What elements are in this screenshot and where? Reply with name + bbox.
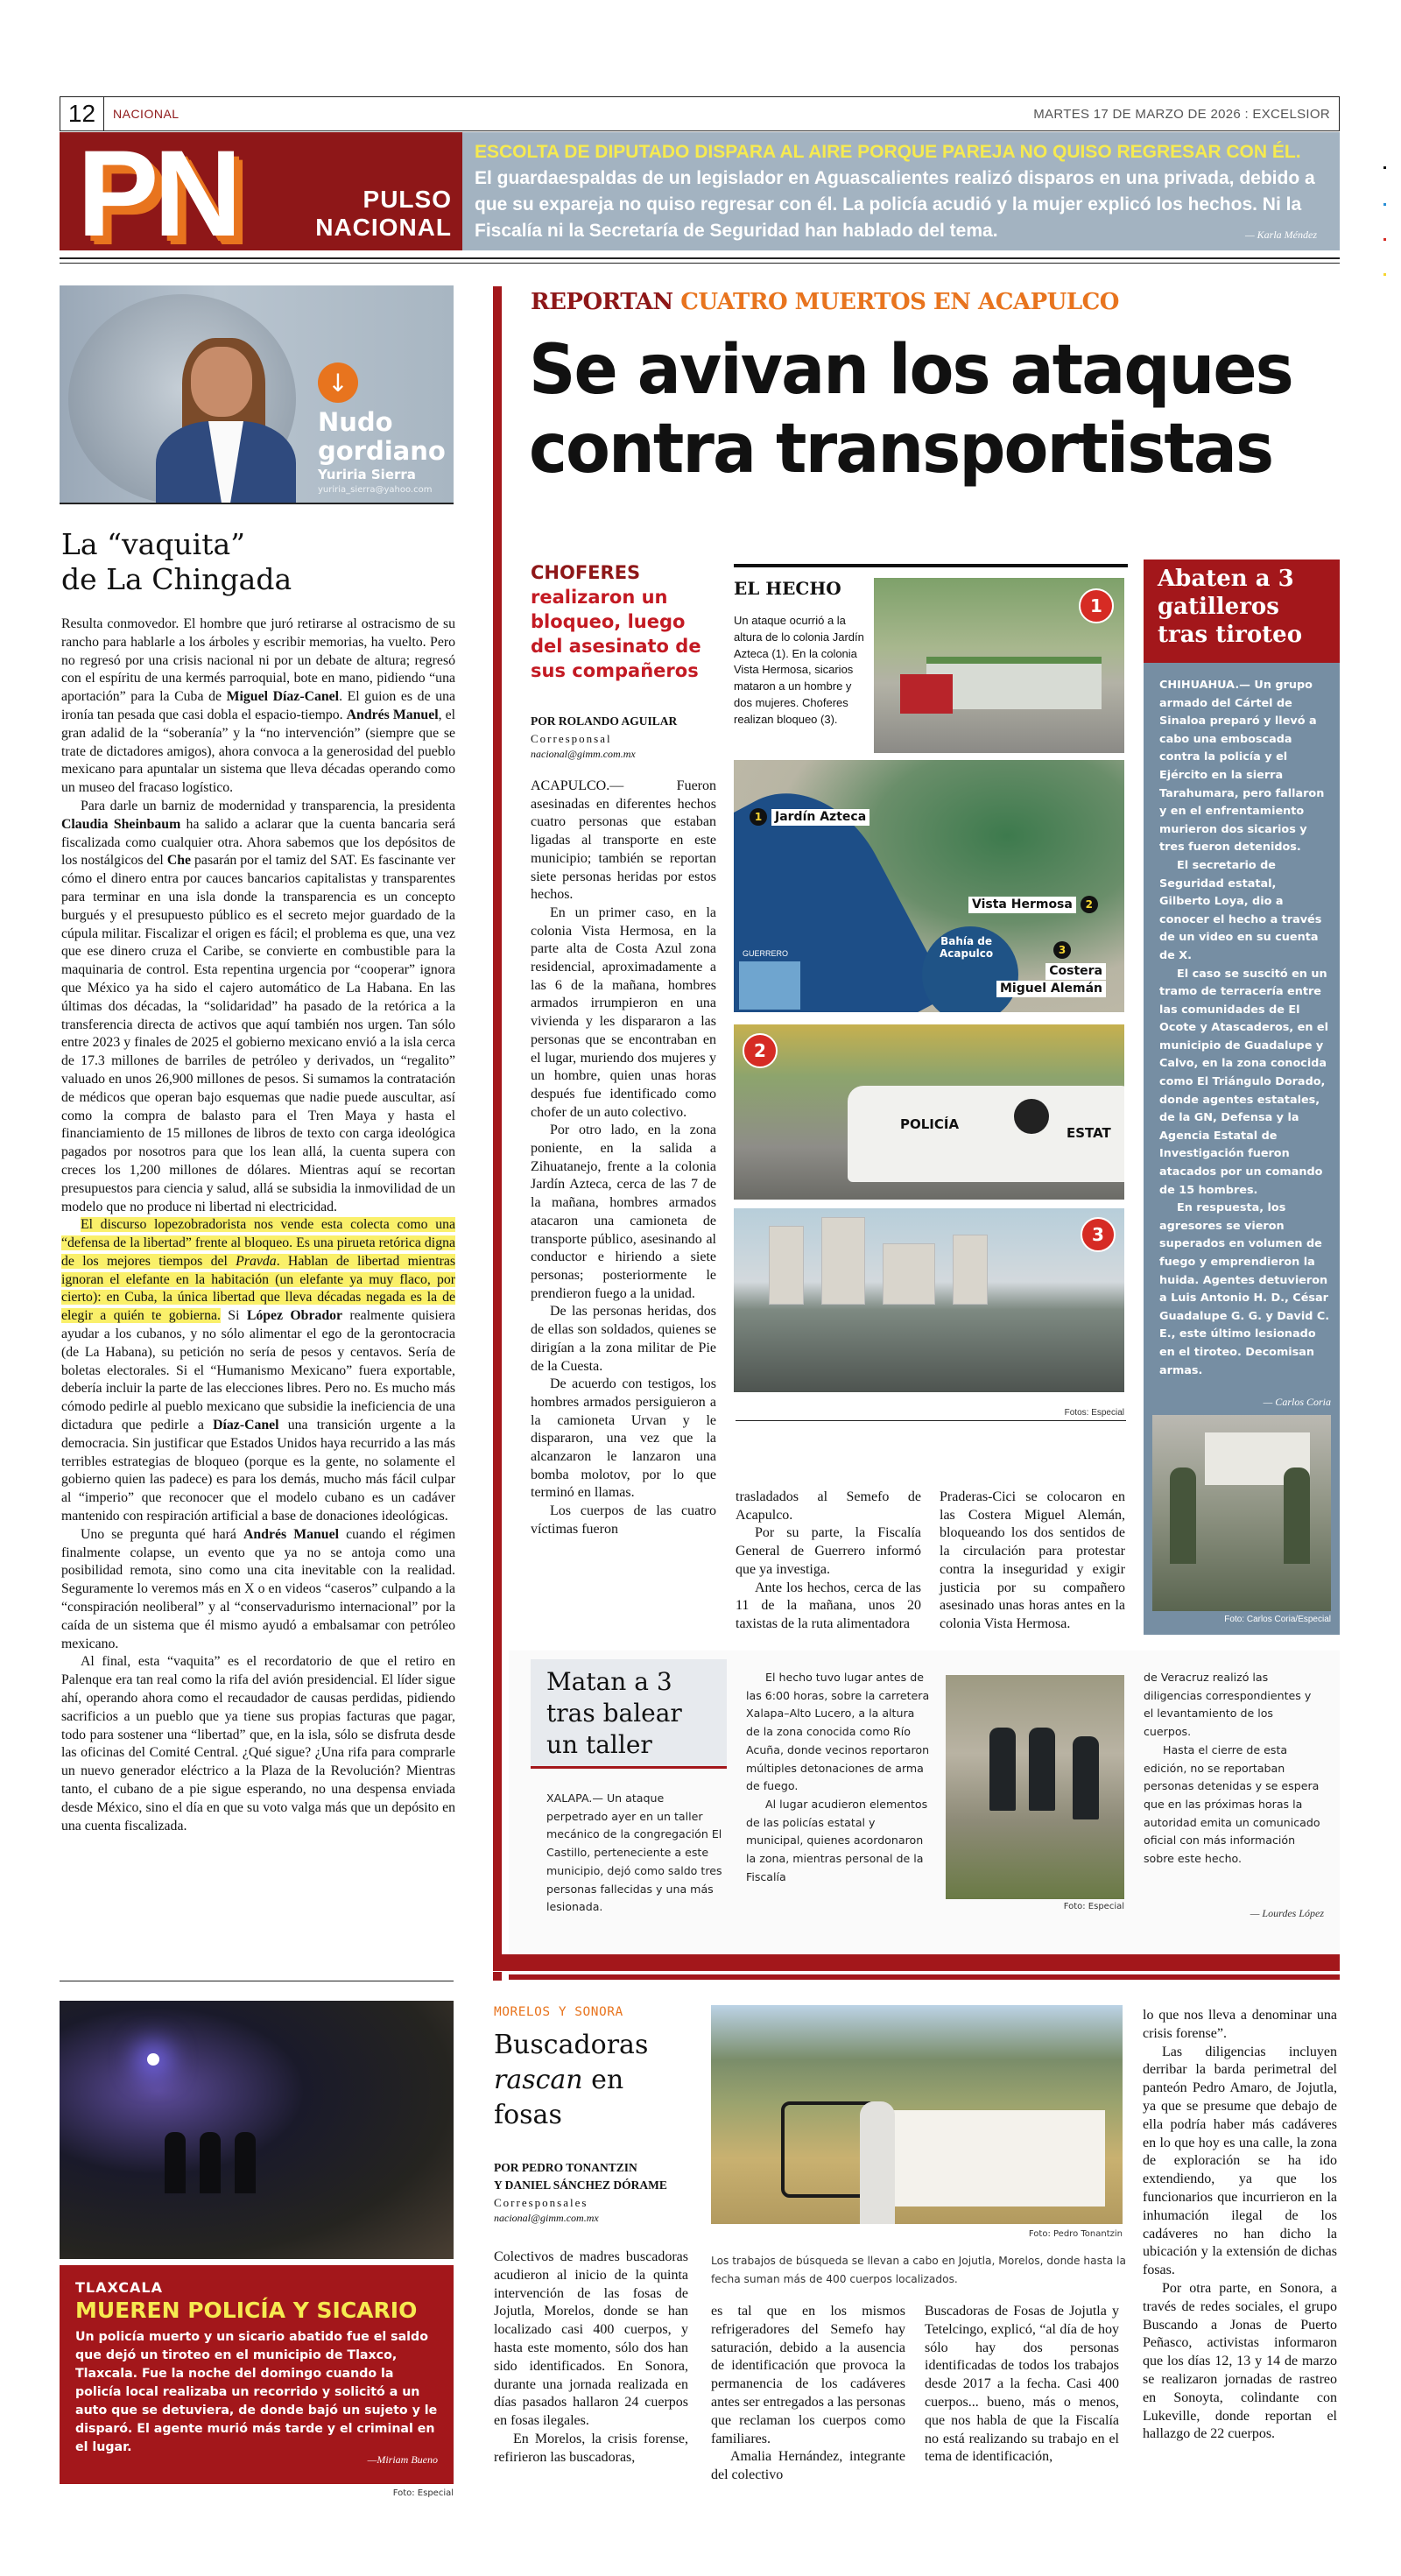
headline-line2: contra transportistas [529, 410, 1273, 489]
columnist-photo [147, 320, 296, 504]
map-bay-label: Bahía de Acapulco [940, 935, 994, 960]
map-pin-costera: 3 Costera Miguel Alemán [996, 941, 1106, 997]
photo-crime-scene[interactable] [946, 1675, 1124, 1899]
photo-badge: 1 [1079, 588, 1114, 623]
paragraph: De acuerdo con testigos, los hombres armados persiguieron a la camioneta Urvan y le dispararon, una vez que la alcanzaron le lanzaron una bomba molotov, por lo que terminó en llamas. [531, 1376, 716, 1501]
abaten-title[interactable]: Abaten a 3 gatilleros tras tiroteo [1144, 560, 1340, 663]
column-title-line1: La “vaquita” [61, 527, 246, 561]
photo-night-scene[interactable] [60, 2001, 454, 2259]
buscadoras-col3 [925, 2303, 1119, 2467]
registration-mark [1383, 273, 1386, 276]
photo-caption: Los trabajos de búsqueda se llevan a cabo en Jojutla, Morelos, donde hasta la fecha suman más de 400 cuerpos localizados. [711, 2255, 1126, 2285]
column-email[interactable]: yuriria_sierra@yahoo.com [318, 485, 433, 495]
main-deck [531, 560, 706, 683]
column-author: Yuriria Sierra [318, 467, 416, 482]
photo-police-truck[interactable] [734, 1024, 1124, 1200]
buscadoras-title[interactable]: Buscadoras rascan en fosas [494, 2030, 649, 2130]
byline-role: Corresponsal [531, 732, 612, 745]
divider [60, 257, 1340, 259]
el-hecho-text: Un ataque ocurrió a la altura de lo colonia Jardín Azteca (1). En la colonia Vista Hermosa, sicarios mataron a un hombre y dos mujeres. Choferes realizan bloqueo (3). [734, 614, 864, 726]
byline-email[interactable]: nacional@gimm.com.mx [494, 2212, 599, 2224]
tlaxcala-brief [60, 2265, 454, 2484]
column-name-line2: gordiano [318, 436, 446, 466]
map-pin-vista-hermosa: Vista Hermosa 2 [968, 896, 1098, 913]
paragraph: El hecho tuvo lugar antes de las 6:00 horas, sobre la carretera Xalapa–Alto Lucero, a la altura de la zona conocida como Río Acuña, donde vecinos reportaron múltiples detonaciones de arma de fuego. [746, 1671, 930, 1793]
column-paragraph: Uno se pregunta qué hará Andrés Manuel cuando el régimen finalmente colapse, un evento que ya no se antoja como una posibilidad remota, sino como una cita inevitable con la realidad. Seguramente lo veremos más en X o en videos “caseros” culpando a la “conspiración neoliberal” y al “conservadurismo internacional” por la caída de un sistema que él mismo ayudó a embalsamar con petróleo mexicano. [61, 1526, 455, 1651]
section-name[interactable]: NACIONAL [113, 107, 180, 121]
abaten-text [1159, 677, 1331, 1380]
paragraph: En respuesta, los agresores se vieron superados en volumen de fuego y emprendieron la huida. Agentes detuvieron a Luis Antonio H. D., César Guadalupe G. G. y David C. E., este último lesionado en el tiroteo. Decomisan armas. [1159, 1201, 1330, 1377]
main-story-accent-bar [493, 286, 502, 1981]
pulso-headline: ESCOLTA DE DIPUTADO DISPARA AL AIRE PORQUE PAREJA NO QUISO REGRESAR CON ÉL. [475, 142, 1301, 162]
photo-credit: Foto: Pedro Tonantzin [1028, 2229, 1123, 2239]
column-name-line1: Nudo [318, 407, 393, 437]
paragraph: Al lugar acudieron elementos de las policías estatal y municipal, quienes acordonaron la zona, mientras personal de la Fiscalía [746, 1797, 928, 1883]
page-number: 12 [60, 97, 104, 130]
main-headline[interactable] [529, 331, 1320, 489]
paragraph: Los cuerpos de las cuatro víctimas fueron [531, 1503, 716, 1537]
photo-badge: 2 [743, 1033, 778, 1068]
tlaxcala-kicker: TLAXCALA [75, 2279, 163, 2296]
abaten-signature: — Carlos Coria [1263, 1396, 1331, 1408]
divider [734, 564, 1128, 567]
el-hecho-title: EL HECHO [734, 578, 841, 599]
buscadoras-kicker: MORELOS Y SONORA [494, 2005, 623, 2019]
acapulco-map[interactable] [734, 760, 1124, 1012]
paragraph: Amalia Hernández, integrante del colectivo [711, 2449, 905, 2483]
paragraph: trasladados al Semefo de Acapulco. [736, 1489, 921, 1523]
paragraph: Las diligencias incluyen derribar la barda perimetral del panteón Pedro Amaro, de Jojutla, ya que se presume que debajo de ella podría haber más cadáveres en lo que hoy es una calle, la zona de exploración se ha ido extendiendo, ya que los funcionarios que incurrieron en la inhumación ilegal de los cadáveres no han dicho la ubicación y la extensión de dichas fosas. [1143, 2044, 1337, 2278]
photo-burned-vehicle[interactable] [874, 578, 1124, 753]
pulso-nacional-banner [60, 132, 1340, 250]
pulso-label-line1: PULSO [363, 186, 452, 213]
photo-seized-weapons[interactable] [1152, 1415, 1331, 1611]
map-inset-label: GUERRERO [743, 949, 789, 958]
paragraph: Colectivos de madres buscadoras acudieron al inicio de la quinta intervención de las fosas de Jojutla, Morelos, donde se han localizado casi 400 cuerpos, y hasta este momento, sólo dos han sido identificados. En Sonora, durante una jornada realizada en días pasados hallaron 24 cuerpos en fosas ilegales. [494, 2249, 688, 2429]
main-story-bottom-bar [493, 1954, 1340, 1972]
buscadoras-col4 [1143, 2007, 1337, 2444]
photo-credit: Foto: Especial [1063, 1902, 1124, 1911]
matan-title[interactable]: Matan a 3 tras balear un taller [546, 1667, 682, 1759]
paragraph: ACAPULCO.— Fueron asesinadas en diferentes hechos cuatro personas que estaban ligadas al transporte en este municipio; también se reportan siete personas heridas por estos hechos. [531, 778, 716, 903]
pulso-label-line2: NACIONAL [315, 214, 452, 241]
divider [60, 263, 1340, 264]
divider [736, 1420, 1126, 1421]
headline-line1: Se avivan los ataques [529, 331, 1292, 410]
patrol-text: POLICÍA [900, 1116, 960, 1132]
tlaxcala-signature: —Miriam Bueno [367, 2453, 438, 2466]
column-paragraph: El discurso lopezobradorista nos vende esta colecta como una “defensa de la libertad” frente al bloqueo. Es una pirueta retórica digna de los mejores tiempos del Pravda. Hablan de libertad mientras ignoran el elefante en la habitación (un elefante ya muy flaco, por cierto): en Cuba, la única libertad que lleva décadas negada es la de elegir a quién te gobierna. Si López Obrador realmente quisiera ayudar a los cubanos, y no sólo alimentar el ego de la gerontocracia (de La Habana), su petición no sería de pesos y centavos. Sería de boletas electorales. Si el “Humanismo Mexicano” fuera exportable, debería incluir la parte de las elecciones libres. Pero no. Es mucho más cómodo pedirle al pueblo mexicano que subsidie la ineficiencia de una dictadura que pedirle a Díaz-Canel una transición urgente a la democracia. Sin justificar que Estados Unidos haya recurrido a las más terribles estrategias de bloqueo (porque es la gente, no solamente el gobierno quien las padece) es para los demás, mucho más fácil culpar al “imperio” que reconocer que el modelo cubano es un cadáver mantenido con respiración artificial a base de donaciones ideológicas. [61, 1217, 455, 1524]
buscadoras-col2 [711, 2303, 905, 2485]
paragraph: Por otro lado, en la zona poniente, en la salida a Zihuatanejo, frente a la colonia Jardín Azteca, cerca de las 7 de la mañana, hombres armados atacaron una camioneta de transporte público, asesinando al conductor e hiriendo a siete personas; posteriormente le prendieron fuego a la unidad. [531, 1123, 716, 1301]
paragraph: CHIHUAHUA.— Un grupo armado del Cártel de Sinaloa preparó y llevó a cabo una emboscada contra la policía y el Ejército en la sierra Tarahumara, pero fallaron y en el enfrentamiento murieron dos sicarios y tres fueron detenidos. [1159, 679, 1325, 855]
buscadoras-byline [494, 2159, 686, 2225]
paragraph: El caso se suscitó en un tramo de terracería entre las comunidades de El Ocote y Atascaderos, en el municipio de Guadalupe y Calvo, en la zona conocida como El Triángulo Dorado, donde agentes estatales, de la GN, Defensa y la Agencia Estatal de Investigación fueron atacados por un comando de 15 hombres. [1159, 967, 1328, 1197]
deck-first: CHOFERES [531, 562, 641, 583]
pulso-brief [462, 132, 1340, 250]
pulso-logo [60, 132, 462, 250]
paragraph: Hasta el cierre de esta edición, no se reportaban personas detenidas y se espera que en las próximas horas la autoridad emita un comunicado oficial con más información sobre este hecho. [1144, 1742, 1320, 1866]
page-header [60, 96, 1340, 131]
paragraph: De las personas heridas, dos de ellas son soldados, quienes se dirigían a la zona militar de Pie de la Cuesta. [531, 1304, 716, 1374]
paragraph: En un primer caso, en la colonia Vista Hermosa, en la parte alta de Costa Azul zona residencial, aproximadamente a las 6 de la mañana, hombres armados irrumpieron en una vivienda y les dispararon a las personas que se encontraban en el lugar, muriendo dos mujeres y un hombre, quien unas horas después fue identificado como chofer de un auto colectivo. [531, 904, 716, 1120]
pulso-text: El guardaespaldas de un legislador en Aguascalientes realizó disparos en una privada, debido a que su expareja no quiso regresar con él. La policía acudió y la mujer explicó los hechos. Ni la Fiscalía ni la Secretaría de Seguridad han hablado del tema. [475, 168, 1315, 241]
paragraph: El secretario de Seguridad estatal, Gilberto Loya, dio a conocer el hecho a través de un video en su cuenta de X. [1159, 858, 1322, 962]
pulso-label [315, 186, 452, 242]
deck-rest: realizaron un bloqueo, luego del asesinato de sus compañeros [531, 587, 701, 681]
photo-street-blockade[interactable] [734, 1208, 1124, 1392]
map-inset-mexico [739, 961, 800, 1010]
tlaxcala-title[interactable]: MUEREN POLICÍA Y SICARIO [75, 2298, 418, 2323]
paragraph: Ante los hechos, cerca de las 11 de la mañana, unos 20 taxistas de la ruta alimentadora [736, 1580, 921, 1631]
byline-role: Corresponsales [494, 2196, 588, 2209]
column-title [61, 527, 455, 597]
registration-mark [1383, 166, 1386, 169]
paragraph: lo que nos lleva a denominar una crisis forense”. [1143, 2008, 1337, 2041]
main-body-col2 [736, 1489, 921, 1634]
paragraph: En Morelos, la crisis forense, refirieron las buscadoras, [494, 2431, 688, 2465]
column-paragraph: Resulta conmovedor. El hombre que juró retirarse al ostracismo de su rancho para hablarle a los árboles y escribir memorias, ha vuelto. Pero no regresó por una crisis nacional ni por un debate de altura; regresó con el espíritu de una kermés parroquial, bote en mano, pidiendo “una aportación” para la Cuba de Miguel Díaz-Canel. El guion es de una ironía tan pesada que casi dobla el espacio-tiempo. Andrés Manuel, el gran adalid de la “soberanía” y la “no intervención” (siempre que se trate de dictadores amigos), ahora convoca a la generosidad del pueblo mexicano para apuntalar un sistema que lleva décadas operando como un museo del fracaso logístico. [61, 616, 456, 796]
byline-name-1: POR PEDRO TONANTZIN [494, 2161, 637, 2174]
pulso-signature: — Karla Méndez [1245, 229, 1317, 241]
photo-credit: Foto: Carlos Coria/Especial [1224, 1615, 1331, 1624]
main-byline [531, 714, 723, 761]
matan-signature: — Lourdes López [1250, 1907, 1324, 1919]
kicker-part2: CUATRO MUERTOS EN ACAPULCO [680, 289, 1119, 315]
column-paragraph: Para darle un barniz de modernidad y transparencia, la presidenta Claudia Sheinbaum ha salido a aclarar que la cuenta bancaria será fiscalizada como cualquier otra. Ahora sabemos que los depósitos de los nostálgicos del Che pasarán por el tamiz del SAT. Es fascinante ver cómo el dinero entra por cauces bancarios capitalistas y transparentes para terminar en una isla donde la transparencia es un concepto burgués y el presupuesto público es el secreto mejor guardado de la cúpula militar. Fiscalizar el origen es fácil; el problema es que, una vez que ese dinero cruza el Caribe, se convierte en combustible para la maquinaria de control. Esta repentina urgencia por “cooperar” ignora que México ya ha sido el cajero automático de La Habana. En las últimas dos décadas, la “solidaridad” ha pasado de la retórica a la transferencia directa de activos que aquí también nos urgen. Tan sólo entre 2023 y finales de 2025 el gobierno mexicano envió a la isla cerca de 17.3 millones de barriles de petróleo y derivados, un “regalito” valuado en unos 26,900 millones de pesos. Si sumamos la contratación de médicos que operan bajo esquemas que nadie puede auscultar, así como la compra de balasto para el Tren Maya y hasta el financiamiento de 15 millones de libros de texto con carga ideológica pagados por nosotros para que los lean allá, la cuenta supera con creces los 1,200 millones de dólares. Mientras aquí se recortan presupuestos para ciencia y salud, allá se subsidia la inmovilidad de un modelo que no produce ni libertad ni electricidad. [61, 798, 455, 1214]
paragraph: de Veracruz realizó las diligencias correspondientes y el levantamiento de los cuerpos. [1144, 1671, 1312, 1739]
column-body [61, 616, 455, 1835]
main-body-col1 [531, 778, 716, 1539]
paragraph: Buscadoras de Fosas de Jojutla y Tetelcingo, explicó, “al día de hoy sólo hay dos personas identificadas de todos los trabajos desde 2017 a la fecha. Casi 400 cuerpos... bueno, más o menos, que nos habla de que la Fiscalía no está realizando su trabajo en el tema de identificación, [925, 2304, 1119, 2465]
pn-logo-letters: PN [77, 132, 237, 250]
paragraph: es tal que en los mismos refrigeradores del Semefo hay saturación, debido a la ausencia de identificación que provoca la permanencia de los cadáveres antes ser entregados a las personas que reclaman los cuerpos como familiares. [711, 2304, 905, 2446]
dateline: MARTES 17 DE MARZO DE 2026 : EXCELSIOR [1033, 106, 1330, 122]
registration-mark [1383, 238, 1386, 241]
patrol-text-2: ESTAT [1067, 1125, 1111, 1141]
column-title-line2: de La Chingada [61, 562, 292, 596]
photo-search-site[interactable] [711, 2005, 1123, 2224]
arrow-down-icon: ↓ [318, 362, 358, 403]
matan-col1: XALAPA.— Un ataque perpetrado ayer en un taller mecánico de la congregación El Castillo, perteneciente a este municipio, dejó como saldo tres personas fallecidas y una más lesionada. [546, 1791, 722, 1914]
photo-badge: 3 [1081, 1217, 1116, 1252]
matan-col2 [746, 1669, 932, 1886]
kicker-part1: REPORTAN [531, 289, 673, 315]
column-name [318, 408, 446, 466]
registration-mark [1383, 203, 1386, 206]
buscadoras-col1 [494, 2249, 688, 2467]
main-body-col3 [940, 1489, 1125, 1634]
photo-credit: Fotos: Especial [1064, 1408, 1124, 1418]
byline-name-2: Y DANIEL SÁNCHEZ DÓRAME [494, 2178, 667, 2192]
paragraph: Praderas-Cici se colocaron en las Costera Miguel Alemán, bloqueando los dos sentidos de la circulación para protestar contra la inseguridad y exigir justicia por su compañero asesinado unas horas antes en la colonia Vista Hermosa. [940, 1489, 1125, 1631]
matan-col3 [1144, 1669, 1324, 1869]
paragraph: Por su parte, la Fiscalía General de Guerrero informó que ya investiga. [736, 1525, 921, 1577]
map-pin-jardin-azteca: 1 Jardín Azteca [750, 808, 869, 826]
byline-email[interactable]: nacional@gimm.com.mx [531, 748, 636, 760]
photo-credit: Foto: Especial [392, 2488, 454, 2498]
tlaxcala-text: Un policía muerto y un sicario abatido fue el saldo que dejó un tiroteo en el municipio de Tlaxco, Tlaxcala. Fue la noche del domingo cuando la policía local realizaba un recorrido y solicitó a un auto que se detuviera, de donde bajó un sujeto y le disparó. El agente murió más tarde y el criminal en el lugar. [75, 2330, 438, 2454]
columnist-banner [60, 285, 454, 504]
paragraph: Por otra parte, en Sonora, a través de redes sociales, el grupo Buscando a Jonas de Puerto Peñasco, activistas informaron que los días 12, 13 y 14 de marzo se realizaron jornadas de rastreo en Sonoyta, colindante con Lukeville, donde reportan el hallazgo de 22 cuerpos. [1143, 2280, 1337, 2442]
column-paragraph: Al final, esta “vaquita” es el recordatorio de que el retiro en Palenque era tan real como la rifa del avión presidencial. El líder sigue ahí, operando ahora como el recaudador de causas perdidas, pidiendo sacrificios a un pueblo que ya tiene sus propias facturas que pagar, todo para sostener una “libertad” que, en la isla, sólo se disfruta desde las oficinas del Comité Central. ¿Qué sigue? ¿Una rifa para comprarle un nuevo generador eléctrico a la Plaza de la Revolución? Mientras tanto, el cubano de a pie sigue esperando, no una despensa enviada desde México, sino el día en que su voto valga más que un depósito en una cuenta fiscalizada. [61, 1654, 455, 1833]
byline-name: POR ROLANDO AGUILAR [531, 714, 678, 728]
main-kicker [531, 289, 1119, 315]
